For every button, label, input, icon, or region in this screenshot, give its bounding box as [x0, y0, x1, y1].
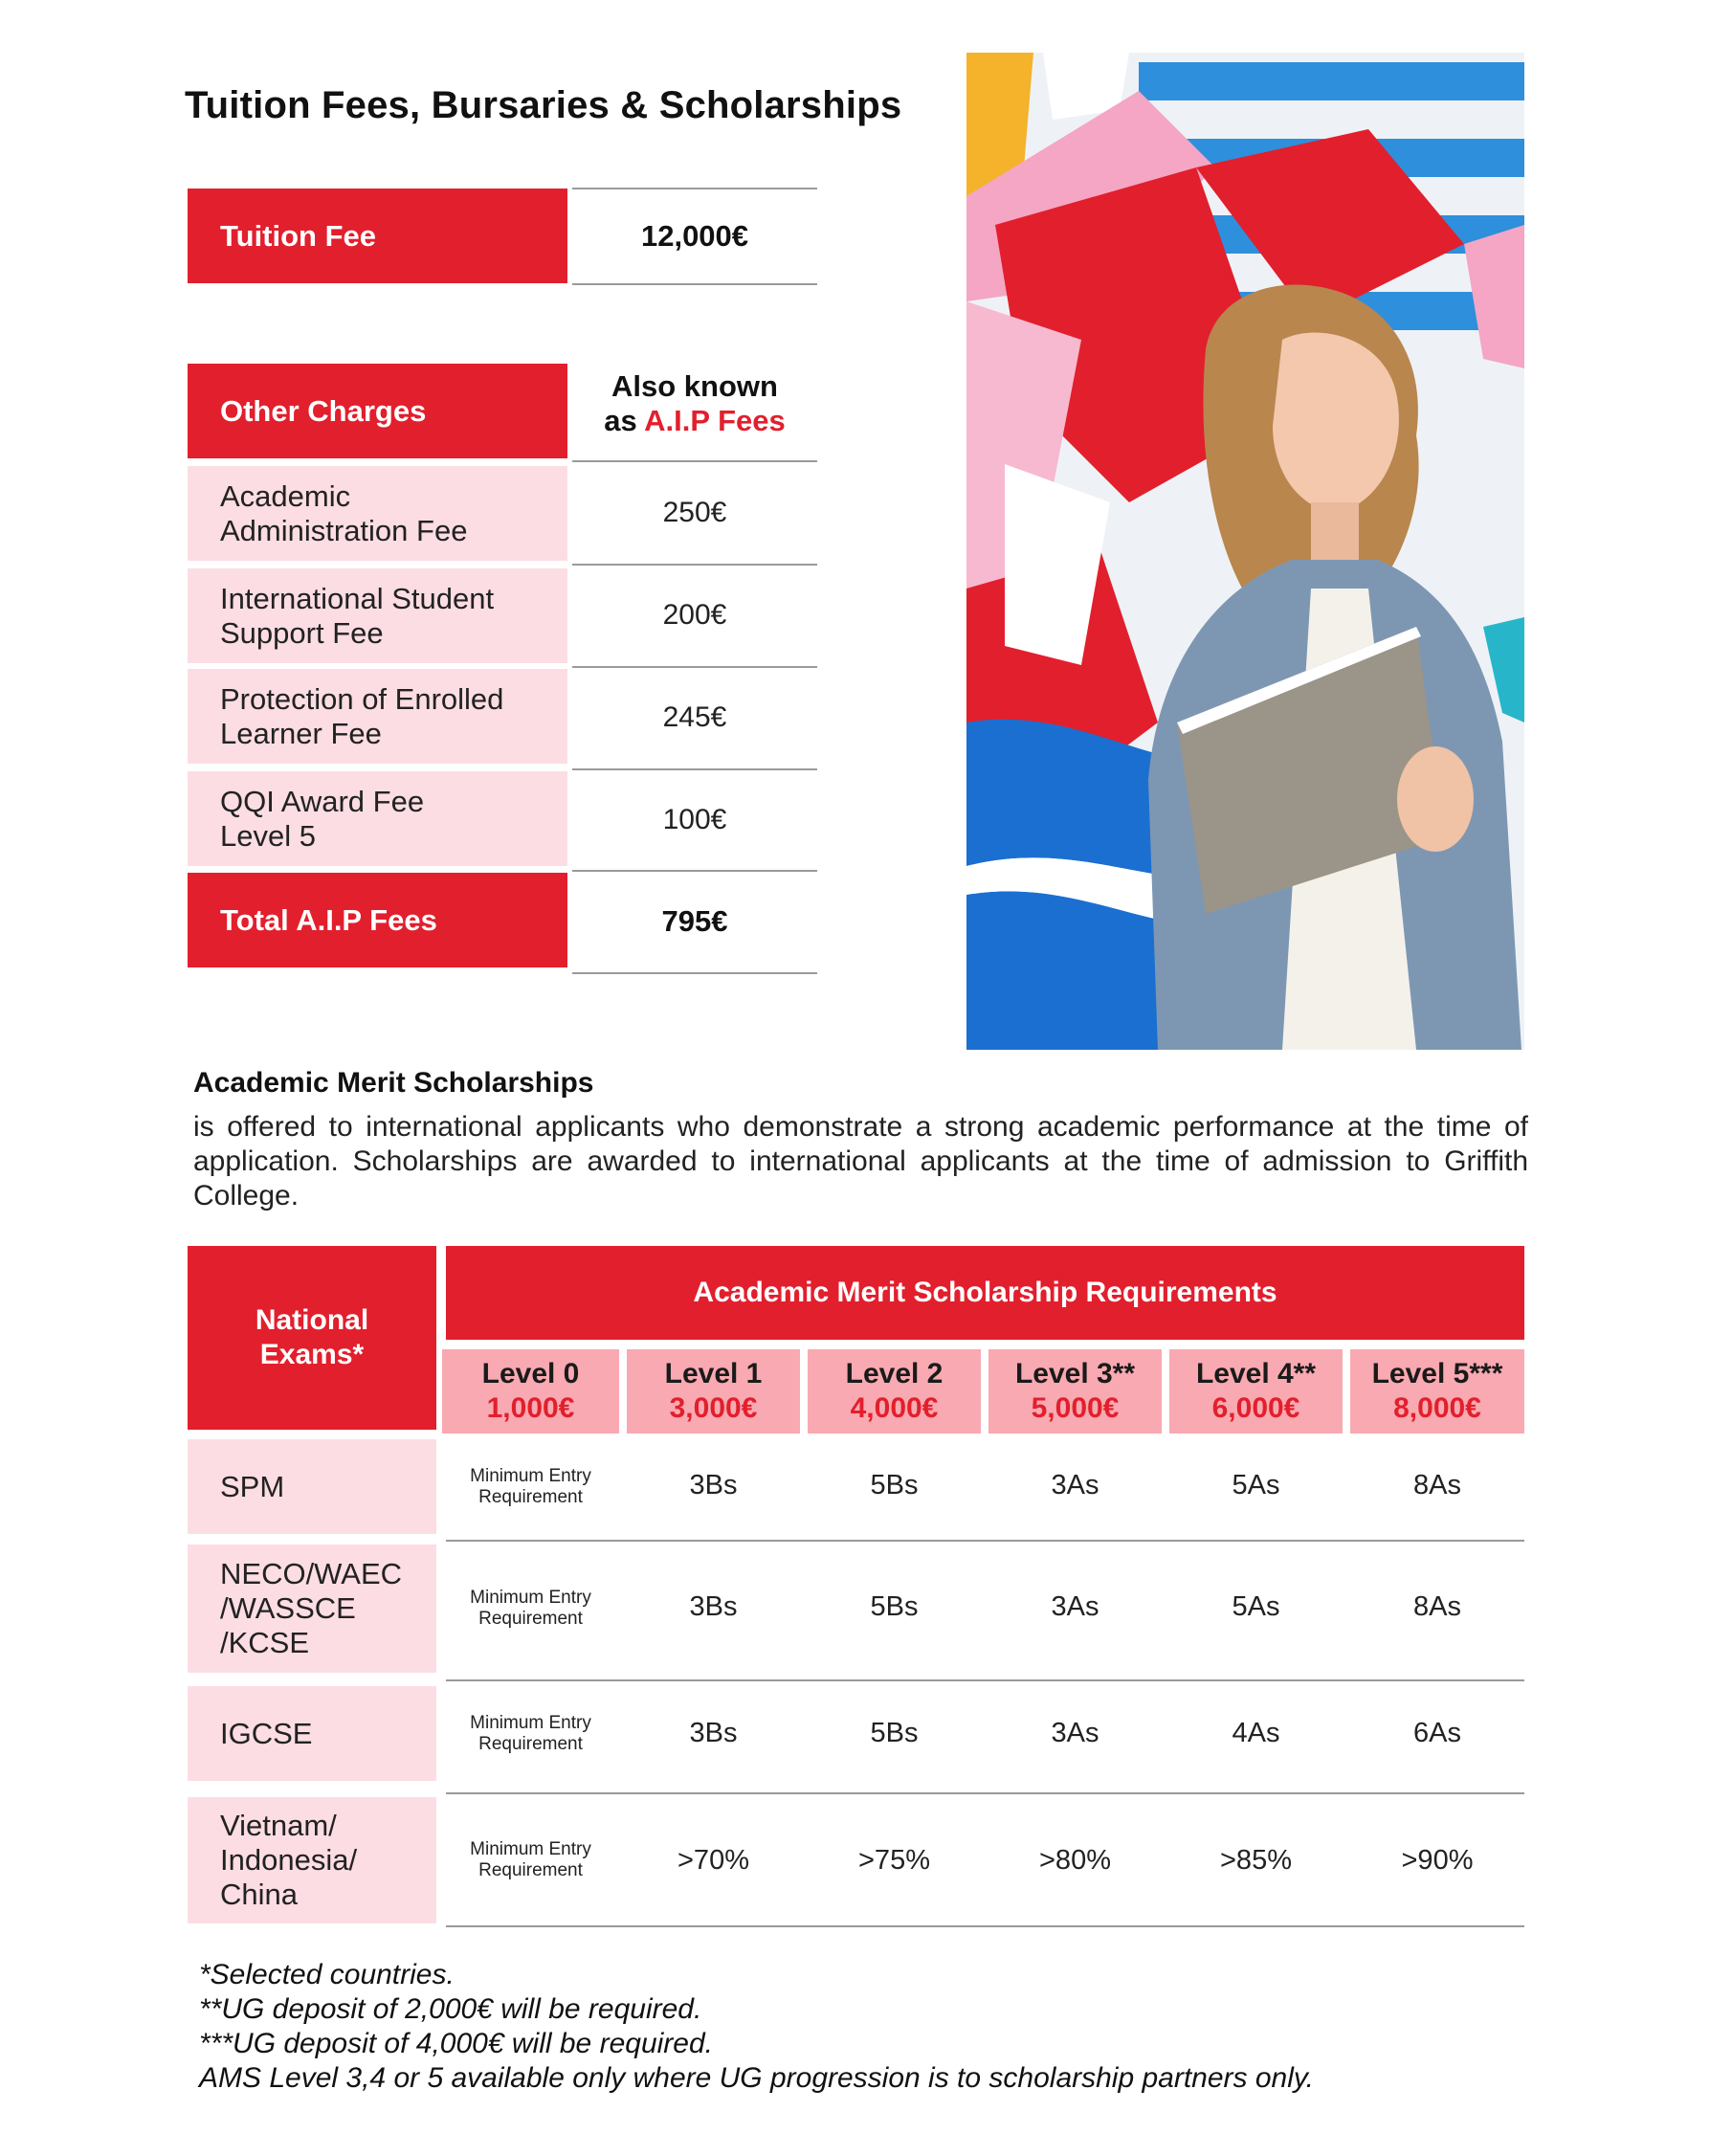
level-header [988, 1349, 1162, 1434]
level-name: Level 4** [1195, 1358, 1317, 1389]
min-entry-line2: Requirement [478, 1609, 583, 1629]
aka-note [572, 369, 817, 456]
charge-item-line1: Academic [220, 478, 351, 513]
grade-cell: >85% [1220, 1844, 1292, 1876]
charge-item-line1: Protection of Enrolled [220, 681, 504, 716]
grade-cell: >75% [858, 1844, 930, 1876]
tuition-fee-value: 12,000€ [640, 218, 749, 253]
charge-item-value: 245€ [662, 701, 727, 733]
level-name: Level 0 [481, 1358, 580, 1389]
page-title: Tuition Fees, Bursaries & Scholarships [185, 84, 902, 126]
aka-highlight: A.I.P Fees [644, 404, 786, 437]
grade-cell: >90% [1401, 1844, 1474, 1876]
charge-item-value: 200€ [662, 599, 727, 631]
charge-item [188, 568, 567, 663]
charge-item-line2: Administration Fee [220, 513, 468, 547]
national-exams-header [188, 1246, 436, 1430]
charge-item-value: 100€ [662, 804, 727, 835]
charge-item-line1: International Student [220, 581, 495, 615]
exam-name-line: China [220, 1878, 298, 1911]
grade-cell: 3As [1051, 1718, 1099, 1748]
level-name: Level 3** [1014, 1358, 1136, 1389]
ams-title: Academic Merit Scholarships [193, 1067, 594, 1099]
grade-cell: 5As [1232, 1469, 1280, 1500]
student-photo [966, 53, 1524, 1050]
level-header [442, 1349, 619, 1434]
national-exams-line1: National [255, 1304, 369, 1336]
min-entry-line2: Requirement [478, 1486, 583, 1507]
level-header [1169, 1349, 1343, 1434]
exam-name-line: NECO/WAEC [220, 1557, 403, 1590]
grade-cell: 4As [1232, 1718, 1280, 1748]
level-name: Level 1 [664, 1358, 763, 1389]
min-entry-cell [442, 1797, 619, 1923]
total-aip-label: Total A.I.P Fees [188, 873, 567, 967]
grade-cell: >70% [677, 1844, 749, 1876]
exam-name-line: Indonesia/ [220, 1843, 358, 1877]
level-amount: 4,000€ [850, 1392, 939, 1424]
charge-item [188, 669, 567, 764]
aka-prefix: Also known [611, 369, 778, 403]
level-header [808, 1349, 981, 1434]
level-header [627, 1349, 800, 1434]
charge-item-value: 250€ [662, 496, 727, 528]
aka-as: as [604, 404, 637, 437]
ams-requirements-header: Academic Merit Scholarship Requirements [446, 1246, 1524, 1340]
level-amount: 6,000€ [1211, 1392, 1300, 1424]
charge-item-line2: Support Fee [220, 615, 384, 650]
grade-cell: 5Bs [870, 1718, 919, 1748]
min-entry-line2: Requirement [478, 1733, 583, 1754]
exam-name: IGCSE [220, 1716, 313, 1750]
charge-item-line2: Level 5 [220, 818, 316, 853]
grade-cell: 3As [1051, 1469, 1099, 1500]
min-entry-line1: Minimum Entry [470, 1588, 591, 1608]
exam-cell [188, 1439, 436, 1534]
exam-name-line: /KCSE [220, 1626, 310, 1659]
total-aip-value: 795€ [661, 904, 728, 938]
grade-cell: 5Bs [870, 1469, 919, 1500]
grade-cell: 8As [1413, 1469, 1461, 1500]
exam-cell [188, 1797, 436, 1923]
grade-cell: 5Bs [870, 1590, 919, 1622]
level-amount: 5,000€ [1031, 1392, 1120, 1424]
min-entry-line2: Requirement [478, 1860, 583, 1880]
charge-item [188, 466, 567, 561]
grade-cell: 3Bs [689, 1590, 738, 1622]
charge-item [188, 771, 567, 866]
footnote: *Selected countries. [199, 1959, 455, 1990]
grade-cell: 6As [1413, 1718, 1461, 1748]
charge-item-line2: Learner Fee [220, 716, 382, 750]
national-exams-line2: Exams* [259, 1339, 365, 1370]
level-header [1350, 1349, 1524, 1434]
ams-description: is offered to international applicants who demonstrate a strong academic performance at the time of application. Scholarships are awarded to international applicants at the time of admission to Griffith College. [193, 1111, 1528, 1211]
footnote: **UG deposit of 2,000€ will be required. [199, 1993, 702, 2025]
grade-cell: 5As [1232, 1590, 1280, 1622]
charge-item-line1: QQI Award Fee [220, 784, 425, 818]
level-name: Level 5*** [1371, 1358, 1503, 1389]
other-charges-label: Other Charges [188, 364, 567, 458]
exam-name-line: Vietnam/ [220, 1809, 337, 1842]
min-entry-cell [442, 1686, 619, 1781]
grade-cell: 3Bs [689, 1469, 738, 1500]
footnote: AMS Level 3,4 or 5 available only where UG progression is to scholarship partners only. [199, 2062, 1315, 2094]
level-name: Level 2 [845, 1358, 944, 1389]
min-entry-line1: Minimum Entry [470, 1712, 591, 1733]
exam-name-line: /WASSCE [220, 1591, 356, 1625]
exam-name: SPM [220, 1469, 285, 1503]
min-entry-cell [442, 1439, 619, 1534]
grade-cell: 3Bs [689, 1718, 738, 1748]
tuition-fee-label: Tuition Fee [188, 189, 567, 283]
min-entry-line1: Minimum Entry [470, 1465, 591, 1486]
level-amount: 1,000€ [486, 1392, 575, 1424]
level-amount: 8,000€ [1393, 1392, 1481, 1424]
level-amount: 3,000€ [669, 1392, 758, 1424]
min-entry-line1: Minimum Entry [470, 1839, 591, 1859]
exam-cell [188, 1686, 436, 1781]
grade-cell: 8As [1413, 1590, 1461, 1622]
grade-cell: 3As [1051, 1590, 1099, 1622]
exam-cell [188, 1545, 436, 1673]
grade-cell: >80% [1039, 1844, 1111, 1876]
min-entry-cell [442, 1545, 619, 1673]
footnote: ***UG deposit of 4,000€ will be required. [199, 2028, 713, 2059]
